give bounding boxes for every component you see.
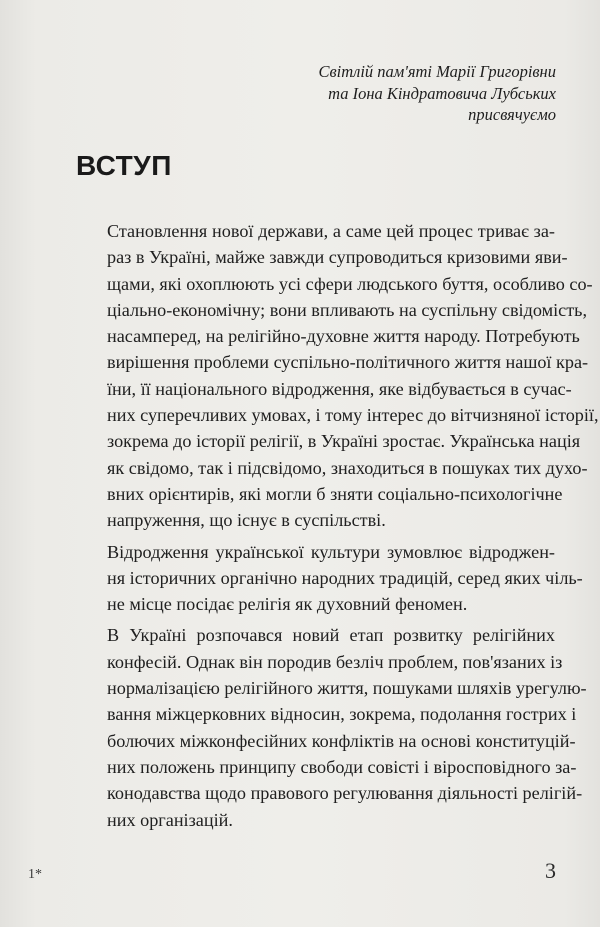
dedication-line: присвячуємо [468,105,556,124]
signature-mark: 1* [28,867,42,882]
text-line: напруження, що існує в суспільстві. [107,510,386,531]
text-line: Становлення нової держави, а саме цей процес триває за- [107,221,555,241]
text-line: вних орієнтирів, які могли б зняти соціально-психологічне [107,483,563,504]
text-line: вирішення проблеми суспільно-політичного життя нашої кра- [107,352,589,373]
text-line: зокрема до історії релігії, в Україні зростає. Українська нація [107,431,581,452]
body-text [75,218,599,833]
text-line: В Україні розпочався новий етап розвитку релігійних [107,625,555,646]
text-line: вання міжцерковних відносин, зокрема, подолання гострих і [107,704,577,725]
text-line: ня історичних органічно народних традицій, серед яких чіль- [107,567,583,588]
text-line: не місце посідає релігія як духовний феномен. [107,594,468,615]
paragraph [75,622,587,832]
text-line: них організацій. [107,809,233,830]
text-line: Відродження української культури зумовлює відроджен- [107,541,555,562]
dedication-line: Світлій пам'яті Марії Григорівни [318,62,556,81]
page-number: 3 [545,858,556,883]
text-line: щами, які охоплюють усі сфери людського буття, особливо со- [107,273,593,294]
text-line: нормалізацією релігійного життя, пошуками шляхів урегулю- [107,678,587,699]
text-line: них положень принципу свободи совісті і віросповідного за- [107,756,577,777]
paragraph [75,539,583,618]
text-line: насамперед, на релігійно-духовне життя народу. Потребують [107,326,580,347]
text-line: них суперечливих умовах, і тому інтерес до вітчизняної історії, [107,405,599,426]
text-line: конфесій. Однак він породив безліч проблем, пов'язаних із [107,651,563,672]
paragraph [75,218,599,534]
text-line: ціально-економічну; вони впливають на суспільну свідомість, [107,299,588,320]
text-line: як свідомо, так і підсвідомо, знаходиться в пошуках тих духо- [107,457,588,478]
chapter-heading: ВСТУП [76,150,172,181]
text-line: раз в Україні, майже завжди супроводиться кризовими яви- [107,247,568,268]
dedication-line: та Іона Кіндратовича Лубських [328,83,556,103]
text-line: їни, її національного відродження, яке відбувається в сучас- [107,378,572,399]
dedication [196,61,556,126]
text-line: конодавства щодо правового регулювання діяльності релігій- [107,783,583,804]
text-line: болючих міжконфесійних конфліктів на основі конституцій- [107,730,576,751]
